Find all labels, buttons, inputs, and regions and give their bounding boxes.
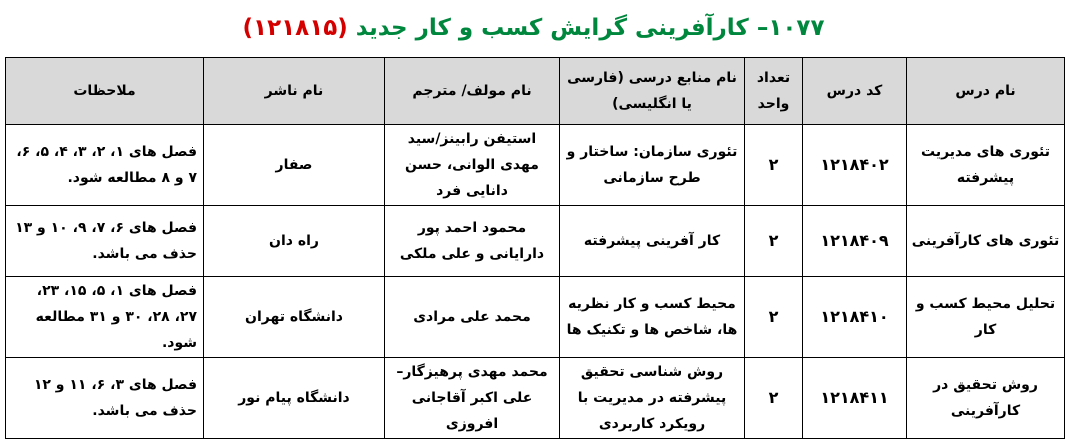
cell-course-code: ۱۲۱۸۴۱۱ bbox=[803, 358, 907, 439]
header-sources: نام منابع درسی (فارسی یا انگلیسی) bbox=[560, 58, 745, 125]
cell-author: محمد مهدی پرهیزگار– علی اکبر آقاجانی افروزی bbox=[385, 358, 560, 439]
cell-publisher: راه دان bbox=[204, 206, 385, 277]
cell-publisher: دانشگاه پیام نور bbox=[204, 358, 385, 439]
cell-units: ۲ bbox=[745, 277, 803, 358]
cell-course-name: تحلیل محیط کسب و کار bbox=[907, 277, 1065, 358]
header-author: نام مولف/ مترجم bbox=[385, 58, 560, 125]
course-table bbox=[5, 57, 1065, 439]
table-row bbox=[6, 206, 1065, 277]
table-row bbox=[6, 358, 1065, 439]
title-code: (۱۲۱۸۱۵) bbox=[242, 15, 348, 41]
cell-course-name: تئوری های مدیریت پیشرفته bbox=[907, 125, 1065, 206]
cell-units: ۲ bbox=[745, 358, 803, 439]
header-notes: ملاحظات bbox=[6, 58, 204, 125]
table-header-row bbox=[6, 58, 1065, 125]
cell-sources: کار آفرینی پیشرفته bbox=[560, 206, 745, 277]
table-row bbox=[6, 125, 1065, 206]
page-title bbox=[0, 6, 1067, 50]
cell-units: ۲ bbox=[745, 206, 803, 277]
cell-units: ۲ bbox=[745, 125, 803, 206]
header-units: تعداد واحد bbox=[745, 58, 803, 125]
header-course-name: نام درس bbox=[907, 58, 1065, 125]
cell-sources: تئوری سازمان: ساختار و طرح سازمانی bbox=[560, 125, 745, 206]
cell-publisher: دانشگاه تهران bbox=[204, 277, 385, 358]
cell-notes: فصل های ۱، ۵، ۱۵، ۲۳، ۲۷، ۲۸، ۳۰ و ۳۱ مطالعه شود. bbox=[6, 277, 204, 358]
cell-course-name: روش تحقیق در کارآفرینی bbox=[907, 358, 1065, 439]
cell-course-code: ۱۲۱۸۴۰۹ bbox=[803, 206, 907, 277]
table-row bbox=[6, 277, 1065, 358]
cell-course-code: ۱۲۱۸۴۱۰ bbox=[803, 277, 907, 358]
title-text: ۱۰۷۷– کارآفرینی گرایش کسب و کار جدید bbox=[355, 15, 825, 41]
cell-sources: روش شناسی تحقیق پیشرفته در مدیریت با رویکرد کاربردی bbox=[560, 358, 745, 439]
cell-course-name: تئوری های کارآفرینی bbox=[907, 206, 1065, 277]
cell-author: محمود احمد پور دارایانی و علی ملکی bbox=[385, 206, 560, 277]
cell-notes: فصل های ۶، ۷، ۹، ۱۰ و ۱۳ حذف می باشد. bbox=[6, 206, 204, 277]
cell-course-code: ۱۲۱۸۴۰۲ bbox=[803, 125, 907, 206]
cell-notes: فصل های ۳، ۶، ۱۱ و ۱۲ حذف می باشد. bbox=[6, 358, 204, 439]
cell-author: محمد علی مرادی bbox=[385, 277, 560, 358]
header-publisher: نام ناشر bbox=[204, 58, 385, 125]
header-course-code: کد درس bbox=[803, 58, 907, 125]
cell-publisher: صفار bbox=[204, 125, 385, 206]
cell-author: استیفن رابینز/سید مهدی الوانی، حسن دانایی فرد bbox=[385, 125, 560, 206]
cell-notes: فصل های ۱، ۲، ۳، ۴، ۵، ۶، ۷ و ۸ مطالعه شود. bbox=[6, 125, 204, 206]
cell-sources: محیط کسب و کار نظریه ها، شاخص ها و تکنیک ها bbox=[560, 277, 745, 358]
